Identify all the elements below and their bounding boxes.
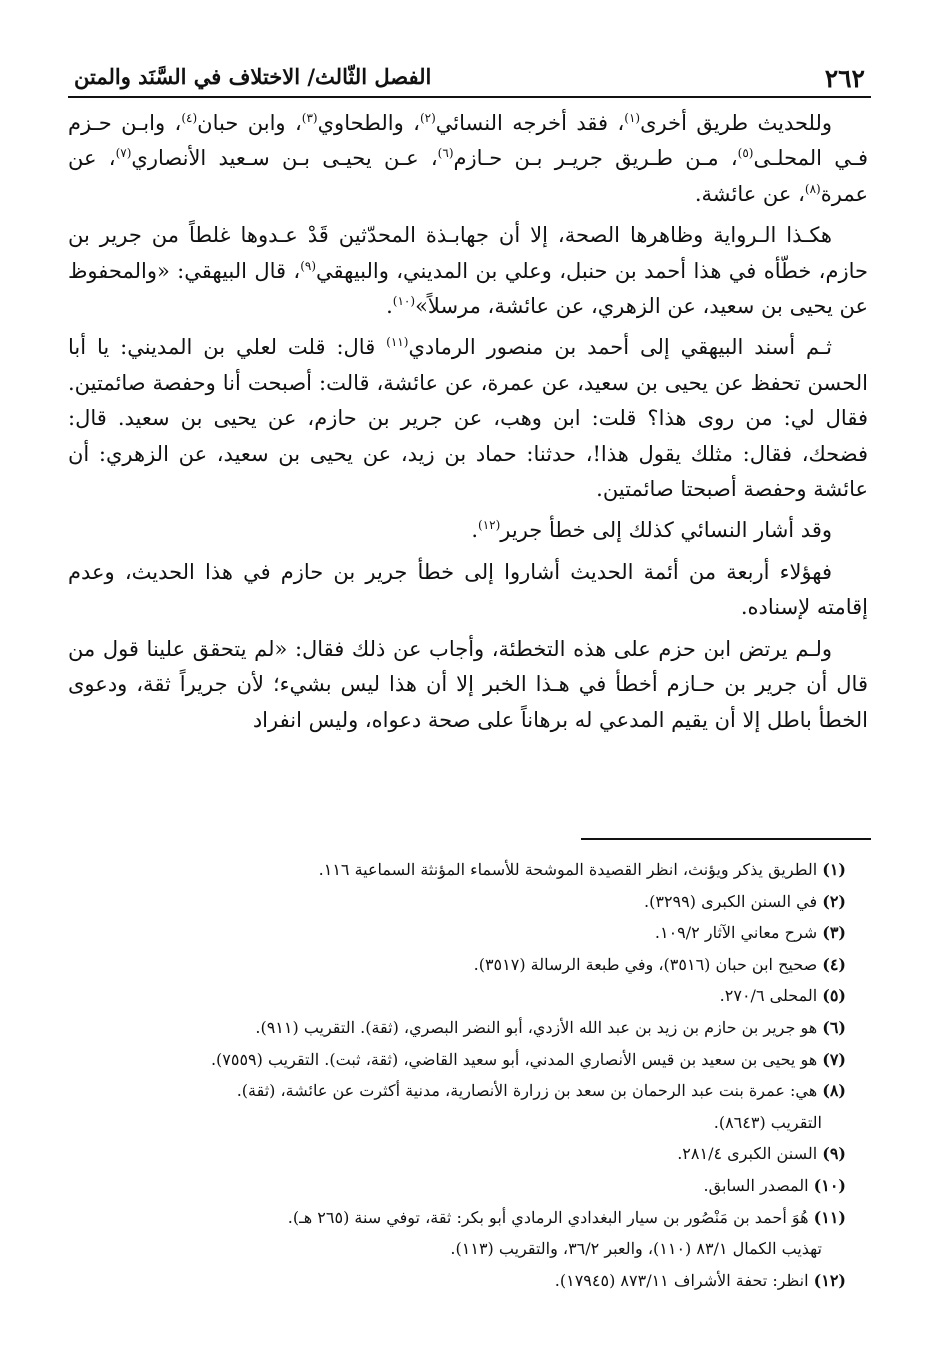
footnotes-section	[68, 854, 868, 1296]
footnote-item	[68, 1138, 868, 1170]
footnote-item	[68, 949, 868, 981]
footnote-ref[interactable]: (٣)	[301, 111, 318, 125]
text-run: ، وابن حبان	[197, 111, 302, 135]
footnote-ref[interactable]: (٥)	[737, 146, 754, 161]
footnote-number: (٦)	[822, 1017, 846, 1037]
footnote-ref[interactable]: (٩)	[300, 258, 317, 273]
text-run: ، قال البيهقي: «والمحفوظ عن يحيى بن سعيد، عن الزهري، عن عائشة، مرسلاً»	[68, 258, 868, 319]
text-run: ، والطحاوي	[317, 111, 420, 135]
footnote-text: الطريق يذكر ويؤنث، انظر القصيدة الموشحة للأسماء المؤنثة السماعية ١١٦.	[318, 860, 818, 879]
paragraph-5: فهؤلاء أربعة من أئمة الحديث أشاروا إلى خطأ جرير بن حازم في هذا الحديث، وعدم إقامته لإسناده.	[68, 559, 868, 620]
chapter-title: الفصل الثّالث/ الاختلاف في السَّنَد والمتن	[74, 64, 432, 89]
footnote-number: (٧)	[822, 1049, 846, 1069]
footnote-text: صحيح ابن حبان (٣٥١٦)، وفي طبعة الرسالة (٣٥١٧).	[473, 954, 818, 974]
footnote-ref[interactable]: (١٢)	[478, 518, 501, 533]
paragraph-4	[68, 513, 868, 548]
footnote-number: (٤)	[822, 954, 846, 974]
footnote-ref[interactable]: (٢)	[419, 111, 436, 125]
text-run: وللحديث طريق أخرى	[640, 111, 833, 135]
footnote-number: (٢)	[822, 891, 846, 911]
paragraph-6: ولـم يرتض ابن حزم على هذه التخطئة، وأجاب عن ذلك فقال: «لم يتحقق علينا قول من قال أن جرير بن حـازم أخطأ في هـذا الخبر إلا أن هذا ليس بشيء؛ لأن جريراً ثقة، ودعوى الخطأ باطل إلا أن يقيم المدعي له برهاناً على صحة دعواه، وليس انفراد	[68, 636, 868, 732]
footnote-item	[68, 1265, 868, 1297]
footnote-ref[interactable]: (١٠)	[392, 294, 416, 309]
footnote-continuation: التقريب (٨٦٤٣).	[713, 1112, 822, 1132]
text-run: ، عن عائشة.	[694, 181, 805, 206]
footnote-number: (١١)	[813, 1207, 846, 1227]
footnote-text: هُوَ أحمد بن مَنْصُور بن سيار البغدادي الرمادي أبو بكر: ثقة، توفي سنة (٢٦٥ هـ).	[287, 1207, 809, 1227]
page-number: ٢٦٢	[824, 64, 865, 93]
footnote-number: (١)	[822, 860, 846, 879]
paragraph-1	[68, 106, 868, 212]
footnote-item	[68, 1075, 868, 1138]
text-run: ، عـن يحيـى بـن سـعيد الأنصاري	[131, 146, 438, 171]
footnote-item	[68, 980, 868, 1012]
footnote-number: (٩)	[822, 1144, 846, 1164]
footnote-item	[68, 1202, 868, 1265]
main-text	[68, 106, 868, 744]
footnote-continuation: تهذيب الكمال ٨٣/١ (١١٠)، والعبر ٣٦/٢، والتقريب (١١٣).	[450, 1239, 822, 1259]
footnote-ref[interactable]: (١)	[624, 111, 641, 125]
footnote-item	[68, 1012, 868, 1044]
header-divider	[68, 96, 871, 98]
footnote-number: (٣)	[822, 923, 846, 943]
footnote-number: (٥)	[822, 986, 846, 1006]
footnote-ref[interactable]: (١١)	[386, 335, 409, 350]
footnote-text: هي: عمرة بنت عبد الرحمان بن سعد بن زرارة الأنصارية، مدنية أكثرت عن عائشة، (ثقة).	[236, 1081, 818, 1101]
text-run: .	[386, 294, 393, 319]
text-run: هكـذا الـرواية وظاهرها الصحة، إلا أن جهابـذة المحدّثين قَدْ عـدوها غلطاً من جرير بن حازم، خطّأه في هذا أحمد بن حنبل، وعلي بن المديني، والبيهقي	[68, 223, 868, 283]
footnote-text: في السنن الكبرى (٣٢٩٩).	[644, 891, 818, 911]
text-run: ، عن عمرة	[68, 146, 868, 206]
footnote-item	[68, 917, 868, 949]
paragraph-3	[68, 330, 868, 507]
text-run: .	[471, 518, 478, 543]
text-run: وقد أشار النسائي كذلك إلى خطأ جرير	[500, 518, 832, 543]
footnote-number: (٨)	[822, 1081, 846, 1101]
footnote-item	[68, 1044, 868, 1076]
footnote-text: المحلى ٢٧٠/٦.	[719, 986, 818, 1006]
footnote-item	[68, 1170, 868, 1202]
footnote-item	[68, 854, 868, 886]
footnote-text: شرح معاني الآثار ١٠٩/٢.	[654, 923, 818, 943]
page-header	[68, 58, 871, 98]
footnote-text: المصدر السابق.	[703, 1175, 809, 1195]
text-run: ، فقد أخرجه النسائي	[435, 111, 625, 135]
footnote-item	[68, 886, 868, 918]
footnote-text: هو يحيى بن سعيد بن قيس الأنصاري المدني، أبو سعيد القاضي، (ثقة، ثبت). التقريب (٧٥٥٩).	[210, 1049, 818, 1069]
text-run: ، مـن طـريق جريـر بـن حـازم	[453, 146, 738, 171]
paragraph-2	[68, 218, 868, 324]
footnote-text: السنن الكبرى ٢٨١/٤.	[677, 1144, 818, 1164]
footnote-ref[interactable]: (٨)	[804, 181, 821, 196]
text-run: قال: قلت لعلي بن المديني: يا أبا الحسن تحفظ عن يحيى بن سعيد، عن عمرة، عن عائشة، قالت: أصبحت أنا وحفصة صائمتين. فقال لي: من روى هذا؟ قلت: ابن وهب، عن جرير بن حازم، عن يحيى بن سعيد. قال: فضحك، فقال: مثلك يقول هذا!، حدثنا: حماد بن زيد، عن يحيى بن سعيد، عن الزهري: أن عائشة وحفصة أصبحتا صائمتين.	[68, 335, 868, 502]
text-run: ثـم أسند البيهقي إلى أحمد بن منصور الرمادي	[408, 335, 832, 360]
footnote-ref[interactable]: (٦)	[437, 146, 454, 161]
text-run: ، وابـن حـزم فـي المحلـى	[68, 111, 868, 171]
footnote-divider	[581, 838, 871, 840]
footnote-text: انظر: تحفة الأشراف ٨٧٣/١١ (١٧٩٤٥).	[554, 1270, 809, 1290]
footnote-number: (١٢)	[813, 1270, 846, 1290]
footnote-text: هو جرير بن حازم بن زيد بن عبد الله الأزدي، أبو النضر البصري، (ثقة). التقريب (٩١١).	[255, 1017, 818, 1037]
footnote-ref[interactable]: (٧)	[115, 146, 132, 161]
footnote-ref[interactable]: (٤)	[181, 111, 198, 125]
footnote-number: (١٠)	[813, 1175, 846, 1195]
